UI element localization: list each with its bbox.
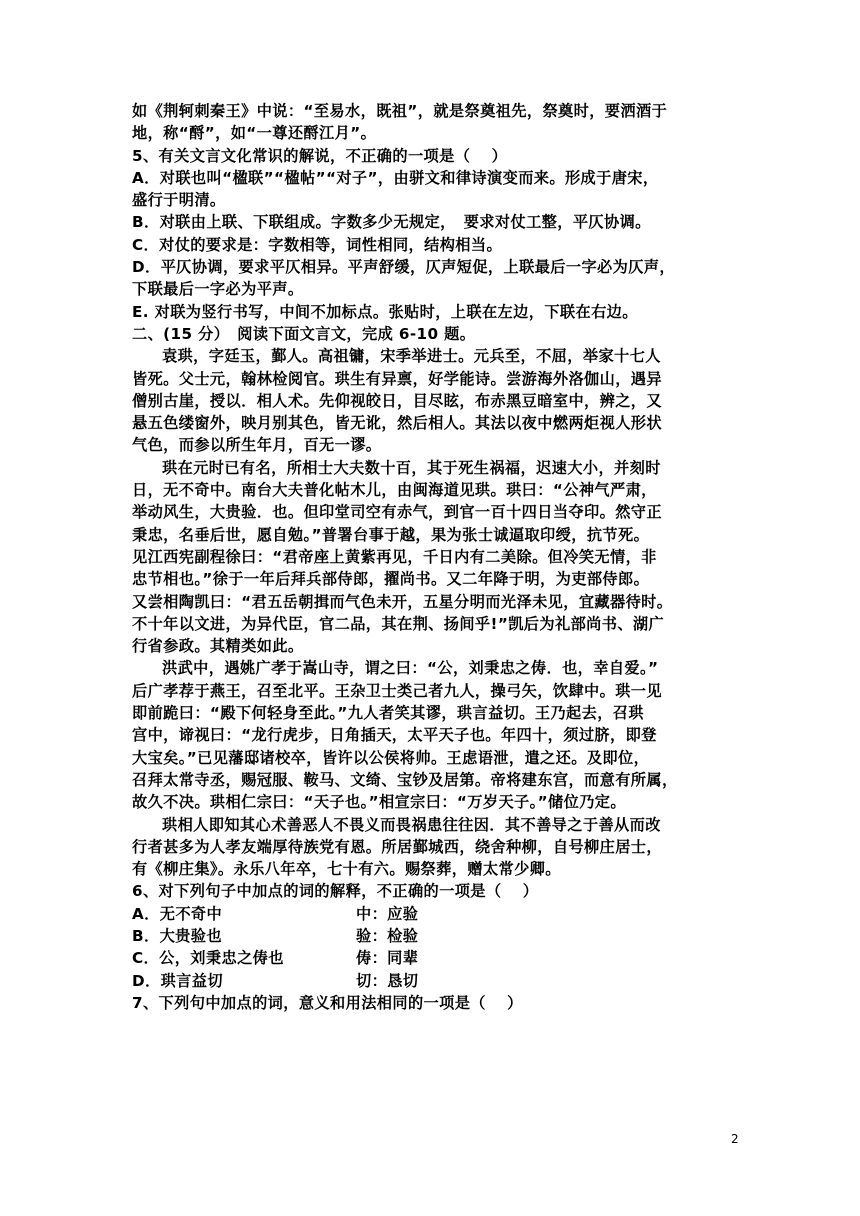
text-line: 又尝相陶凯曰：“君五岳朝揖而气色未开，五星分明而光泽未见，宜藏器待时。	[132, 592, 673, 611]
text-line: 故久不决。珙相仁宗曰：“天子也。”相宣宗曰：“万岁天子。”储位乃定。	[132, 793, 626, 812]
text-line: 见江西宪副程徐曰：“君帝座上黄紫再见，千日内有二美除。但冷笑无情，非	[132, 547, 657, 566]
option-explanation: 验：检验	[356, 926, 419, 945]
answer-option-d	[132, 970, 740, 992]
text-line: 盛行于明清。	[132, 191, 226, 210]
paragraph-start: 珙相人即知其心术善恶人不畏义而畏祸患往往因．其不善导之于善从而改	[162, 815, 661, 834]
paragraph-start: 袁珙，字廷玉，鄞人。高祖镛，宋季举进士。元兵至，不屈，举家十七人	[162, 347, 661, 366]
answer-option-c	[132, 947, 740, 969]
text-line: 宫中，谛视曰：“龙行虎步，日角插天，太平天子也。年四十，须过脐，即登	[132, 726, 657, 745]
option-e: E. 对联为竖行书写，中间不加标点。张贴时，上联在左边，下联在右边。	[132, 302, 638, 321]
text-line: 有《柳庄集》。永乐八年卒，七十有六。赐祭葬，赠太常少卿。	[132, 860, 561, 879]
text-line: 下联最后一字必为平声。	[132, 280, 304, 299]
text-line: 地，称“酹”，如“一尊还酹江月”。	[132, 124, 377, 143]
text-line: 僧别古崖，授以．相人术。先仰视皎日，目尽眩，布赤黑豆暗室中，辨之，又	[132, 391, 662, 410]
text-line: 召拜太常寺丞，赐冠服、鞍马、文绮、宝钞及居第。帝将建东宫，而意有所属，	[132, 770, 678, 789]
option-explanation: 俦：同辈	[356, 949, 419, 968]
option-d: D．平仄协调，要求平仄相异。平声舒缓，仄声短促，上联最后一字必为仄声，	[132, 258, 675, 277]
paragraph-start: 洪武中，遇姚广孝于嵩山寺，谓之曰：“公，刘秉忠之俦．也，幸自爱。”	[162, 659, 659, 678]
text-line: 悬五色缕窗外，映月别其色，皆无讹，然后相人。其法以夜中燃两炬视人形状	[132, 414, 662, 433]
text-line: 大宝矣。”已见藩邸诸校卒，皆许以公侯将帅。王虑语泄，遣之还。及即位，	[132, 748, 650, 767]
text-line: 忠节相也。”徐于一年后拜兵部侍郎，擢尚书。又二年降于明，为吏部侍郎。	[132, 570, 650, 589]
option-c: C．对仗的要求是：字数相等，词性相同，结构相当。	[132, 235, 503, 254]
option-explanation: 切：恳切	[356, 971, 419, 990]
text-line: 即前跪曰：“殿下何轻身至此。”九人者笑其谬，珙言益切。王乃起去，召珙	[132, 704, 644, 723]
answer-option-a	[132, 903, 740, 925]
text-line: 举动风生，大贵验．也。但印堂司空有赤气，到官一百十四日当夺印。然守正	[132, 503, 662, 522]
text-line: 行省参政。其精类如此。	[132, 637, 304, 656]
text-line: 日，无不奇中。南台大夫普化帖木儿，由闽海道见珙。珙曰：“公神气严肃，	[132, 481, 657, 500]
option-term: B．大贵验也	[132, 926, 222, 945]
paragraph-start: 珙在元时已有名，所相士大夫数十百，其于死生祸福，迟速大小，并刻时	[162, 458, 661, 477]
text-line: 后广孝荐于燕王，召至北平。王杂卫士类己者九人，操弓矢，饮肆中。珙一见	[132, 681, 662, 700]
option-a: A．对联也叫“楹联”“楹帖”“对子”，由骈文和律诗演变而来。形成于唐宋，	[132, 168, 659, 187]
section-heading: 二、(15 分） 阅读下面文言文，完成 6-10 题。	[132, 324, 476, 343]
page-number: 2	[731, 1132, 739, 1146]
text-line: 不十年以文进，为异代臣，官二品，其在荆、扬间乎!”凯后为礼部尚书、湖广	[132, 614, 665, 633]
option-explanation: 中：应验	[356, 904, 419, 923]
option-term: A．无不奇中	[132, 904, 223, 923]
document-page	[132, 100, 740, 1014]
option-term: C．公，刘秉忠之俦也	[132, 949, 284, 968]
question-7: 7、下列句中加点的词，意义和用法相同的一项是（ ）	[132, 993, 523, 1012]
text-line: 如《荆轲刺秦王》中说：“至易水，既祖”，就是祭奠祖先，祭奠时，要洒酒于	[132, 102, 668, 120]
text-line: 皆死。父士元，翰林检阅官。珙生有异禀，好学能诗。尝游海外洛伽山，遇异	[132, 369, 662, 388]
question-6: 6、对下列句子中加点的词的解释，不正确的一项是（ ）	[132, 882, 539, 901]
text-line: 行者甚多为人孝友端厚待族党有恩。所居鄞城西，绕舍种柳，自号柳庄居士，	[132, 837, 662, 856]
answer-option-b	[132, 925, 740, 947]
text-line: 秉忠，名垂后世，愿自勉。”普署台事于越，果为张士诚逼取印绶，抗节死。	[132, 525, 650, 544]
question-5: 5、有关文言文化常识的解说，不正确的一项是（ ）	[132, 146, 508, 165]
text-line: 气色，而参以所生年月，百无一谬。	[132, 436, 382, 455]
option-term: D．珙言益切	[132, 971, 223, 990]
option-b: B．对联由上联、下联组成。字数多少无规定， 要求对仗工整，平仄协调。	[132, 213, 651, 232]
